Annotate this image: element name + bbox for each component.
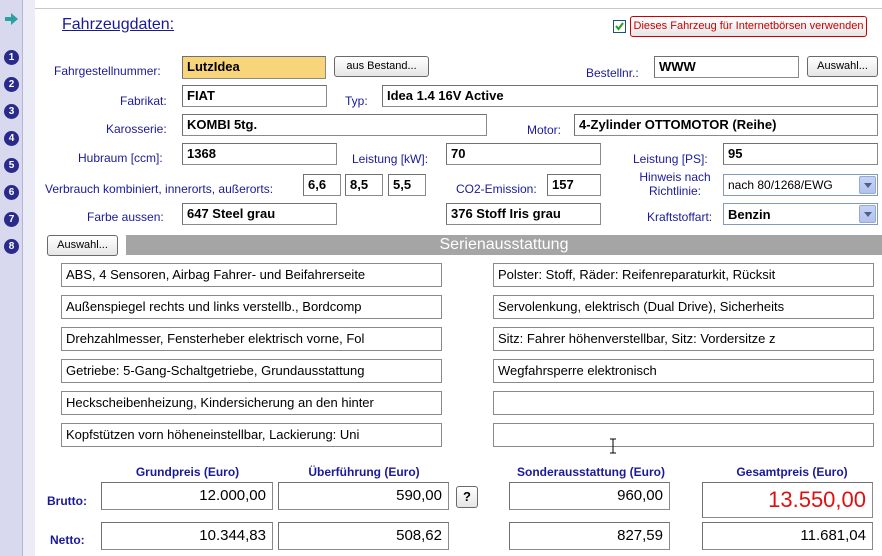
farbe-aussen-label: Farbe aussen: [87,210,164,224]
co2-label: CO2-Emission: [456,182,537,196]
chevron-down-icon[interactable] [859,205,876,223]
bestellnr-label: Bestellnr.: [586,66,639,80]
farbe-innen-field[interactable]: 376 Stoff Iris grau [446,203,601,225]
leistung-ps-field[interactable]: 95 [723,143,878,165]
netto-label: Netto: [50,533,85,547]
brutto-sonderausstattung-field[interactable]: 960,00 [509,482,670,510]
typ-field[interactable]: Idea 1.4 16V Active [382,85,878,107]
equipment-item[interactable]: Außenspiegel rechts und links verstellb., Bordcomp [61,295,442,319]
equipment-item[interactable]: ABS, 4 Sensoren, Airbag Fahrer- und Beifahrerseite [61,263,442,287]
verbrauch-innerorts-field[interactable]: 8,5 [345,174,383,196]
auswahl-serien-button[interactable]: Auswahl... [47,235,118,256]
netto-grundpreis-field[interactable]: 10.344,83 [101,522,273,550]
equipment-item[interactable] [493,423,874,447]
kraftstoffart-value: Benzin [728,207,771,222]
karosserie-field[interactable]: KOMBI 5tg. [182,114,487,136]
equipment-item[interactable]: Polster: Stoff, Räder: Reifenreparaturkit, Rücksit [493,263,874,287]
aus-bestand-button[interactable]: aus Bestand... [334,56,429,77]
sidebar [0,0,23,556]
typ-label: Typ: [345,94,368,108]
equipment-item[interactable]: Drehzahlmesser, Fensterheber elektrisch vorne, Fol [61,327,442,351]
hubraum-field[interactable]: 1368 [182,143,337,165]
farbe-aussen-field[interactable]: 647 Steel grau [182,203,337,225]
step-2-icon[interactable]: 2 [4,77,19,92]
verbrauch-kombiniert-field[interactable]: 6,6 [303,174,341,196]
verbrauch-label: Verbrauch kombiniert, innerorts, außerorts: [45,182,274,196]
help-button[interactable]: ? [456,486,478,508]
step-4-icon[interactable]: 4 [4,131,19,146]
gesamtpreis-header: Gesamtpreis (Euro) [736,465,848,479]
netto-gesamtpreis-field[interactable]: 11.681,04 [702,522,873,550]
top-divider [35,8,882,9]
co2-field[interactable]: 157 [547,174,601,196]
internet-boersen-button[interactable]: Dieses Fahrzeug für Internetbörsen verwenden [630,16,867,37]
sonderausstattung-header: Sonderausstattung (Euro) [516,465,665,479]
kraftstoffart-select[interactable] [723,203,878,225]
leistung-kw-label: Leistung [kW]: [352,152,429,166]
step-1-icon[interactable]: 1 [4,50,19,65]
ueberfuehrung-header: Überführung (Euro) [308,465,420,479]
page-title: Fahrzeugdaten: [62,16,175,33]
kraftstoffart-label: Kraftstoffart: [647,210,713,224]
serienausstattung-header: Serienausstattung [126,235,882,255]
step-3-icon[interactable]: 3 [4,104,19,119]
equipment-item[interactable]: Servolenkung, elektrisch (Dual Drive), Sicherheits [493,295,874,319]
step-6-icon[interactable]: 6 [4,185,19,200]
auswahl-bestellnr-button[interactable]: Auswahl... [807,56,878,77]
equipment-item[interactable]: Kopfstützen vorn höheneinstellbar, Lackierung: Uni [61,423,442,447]
netto-ueberfuehrung-field[interactable]: 508,62 [278,522,449,550]
equipment-item[interactable]: Getriebe: 5-Gang-Schaltgetriebe, Grundausstattung [61,359,442,383]
brutto-grundpreis-field[interactable]: 12.000,00 [101,482,273,510]
hinweis-label: Hinweis nach Richtlinie: [639,170,711,198]
grundpreis-header: Grundpreis (Euro) [135,465,240,479]
brutto-gesamtpreis-field[interactable]: 13.550,00 [702,482,873,518]
fahrgestellnummer-field[interactable]: LutzIdea [182,56,326,79]
fabrikat-label: Fabrikat: [120,94,167,108]
equipment-item[interactable]: Wegfahrsperre elektronisch [493,359,874,383]
leistung-ps-label: Leistung [PS]: [633,152,708,166]
step-5-icon[interactable]: 5 [4,158,19,173]
equipment-item[interactable]: Heckscheibenheizung, Kindersicherung an den hinter [61,391,442,415]
netto-sonderausstattung-field[interactable]: 827,59 [509,522,670,550]
brutto-ueberfuehrung-field[interactable]: 590,00 [278,482,449,510]
fahrgestellnummer-label: Fahrgestellnummer: [54,64,161,78]
brutto-label: Brutto: [47,494,87,508]
arrow-right-icon[interactable] [5,13,18,25]
hubraum-label: Hubraum [ccm]: [78,151,163,165]
karosserie-label: Karosserie: [106,122,167,136]
hinweis-value: nach 80/1268/EWG [728,178,833,192]
equipment-item[interactable]: Sitz: Fahrer höhenverstellbar, Sitz: Vordersitze z [493,327,874,351]
leistung-kw-field[interactable]: 70 [446,143,601,165]
fabrikat-field[interactable]: FIAT [182,85,327,107]
chevron-down-icon[interactable] [859,176,876,194]
internet-checkbox[interactable] [613,20,626,33]
text-cursor-icon [609,438,617,454]
sidebar-gutter [23,0,35,556]
equipment-item[interactable] [493,391,874,415]
verbrauch-ausserorts-field[interactable]: 5,5 [388,174,426,196]
step-8-icon[interactable]: 8 [4,239,19,254]
check-icon [614,21,625,32]
motor-label: Motor: [527,123,562,137]
step-7-icon[interactable]: 7 [4,212,19,227]
motor-field[interactable]: 4-Zylinder OTTOMOTOR (Reihe) [574,114,878,136]
hinweis-select[interactable] [723,174,878,196]
bestellnr-field[interactable]: WWW [654,56,799,78]
